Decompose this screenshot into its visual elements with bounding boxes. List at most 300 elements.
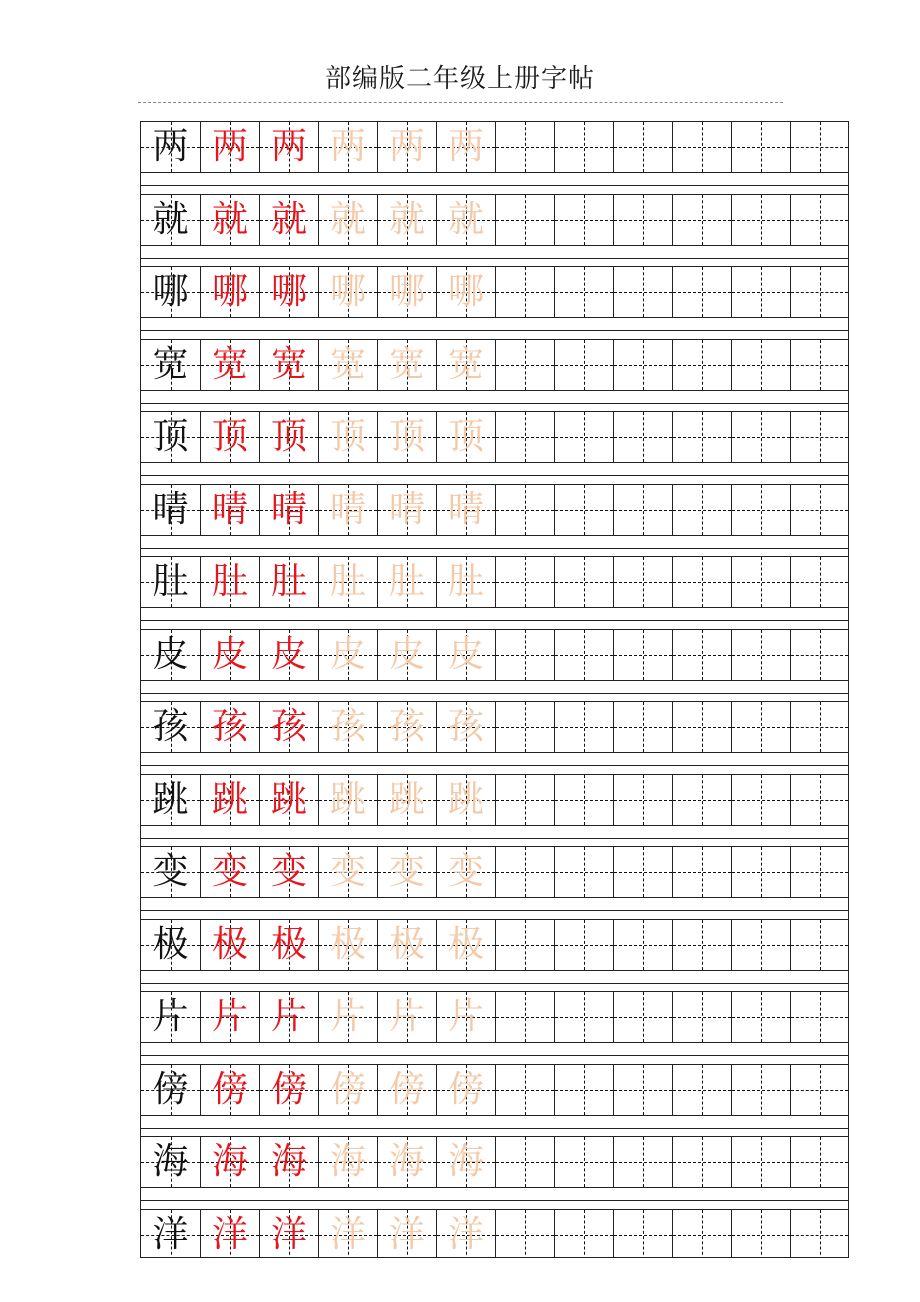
row-spacer — [141, 758, 848, 766]
trace-character: 顶 — [388, 416, 425, 457]
trace-character: 傍 — [388, 1068, 425, 1110]
trace-character: 就 — [211, 198, 248, 240]
grid-cell — [377, 266, 436, 318]
grid-cell[interactable] — [495, 846, 554, 898]
trace-character: 宽 — [329, 343, 366, 385]
trace-character: 跳 — [270, 778, 307, 820]
row-spacer — [141, 541, 848, 549]
trace-character: 海 — [329, 1141, 366, 1182]
trace-character: 孩 — [388, 706, 425, 747]
grid-cell[interactable] — [790, 701, 848, 753]
grid-cell[interactable] — [731, 339, 790, 391]
model-character: 就 — [152, 198, 189, 240]
grid-cell[interactable] — [495, 339, 554, 391]
grid-cell[interactable] — [790, 484, 848, 536]
trace-character: 皮 — [329, 633, 366, 675]
trace-character: 片 — [447, 996, 484, 1037]
trace-character: 变 — [270, 851, 307, 892]
trace-character: 海 — [270, 1141, 307, 1182]
trace-character: 就 — [447, 198, 484, 240]
grid-cell[interactable] — [790, 411, 848, 463]
trace-character: 顶 — [270, 416, 307, 457]
grid-cell — [377, 1064, 436, 1116]
trace-character: 顶 — [329, 416, 366, 457]
grid-cell[interactable] — [554, 629, 613, 681]
practice-row — [141, 484, 848, 536]
grid-cell — [259, 919, 318, 971]
grid-cell[interactable] — [731, 121, 790, 173]
grid-cell[interactable] — [613, 121, 672, 173]
grid-cell[interactable] — [790, 846, 848, 898]
grid-cell[interactable] — [672, 556, 731, 608]
trace-character: 宽 — [270, 343, 307, 385]
grid-cell — [259, 484, 318, 536]
grid-cell — [259, 701, 318, 753]
grid-cell — [200, 1136, 259, 1188]
grid-cell[interactable] — [554, 556, 613, 608]
grid-cell[interactable] — [495, 1064, 554, 1116]
grid-cell[interactable] — [495, 991, 554, 1043]
grid-cell[interactable] — [790, 991, 848, 1043]
trace-character: 极 — [270, 923, 307, 965]
grid-cell — [141, 266, 200, 318]
grid-cell — [377, 194, 436, 246]
trace-character: 晴 — [211, 488, 248, 530]
grid-cell — [141, 701, 200, 753]
trace-character: 皮 — [447, 633, 484, 675]
grid-cell[interactable] — [731, 266, 790, 318]
row-spacer — [141, 1048, 848, 1056]
grid-cell — [259, 774, 318, 826]
trace-character: 洋 — [388, 1213, 425, 1255]
grid-cell — [200, 121, 259, 173]
grid-cell — [377, 339, 436, 391]
grid-cell[interactable] — [731, 774, 790, 826]
trace-character: 变 — [211, 851, 248, 892]
grid-cell — [259, 411, 318, 463]
grid-cell — [259, 629, 318, 681]
trace-character: 海 — [447, 1141, 484, 1182]
grid-cell — [318, 194, 377, 246]
grid-cell — [436, 701, 495, 753]
trace-character: 宽 — [388, 343, 425, 385]
practice-row — [141, 121, 848, 173]
trace-character: 海 — [388, 1141, 425, 1182]
grid-cell[interactable] — [790, 121, 848, 173]
trace-character: 哪 — [388, 271, 425, 312]
trace-character: 傍 — [329, 1068, 366, 1110]
model-character: 洋 — [152, 1213, 189, 1255]
grid-cell — [377, 991, 436, 1043]
grid-cell[interactable] — [672, 1136, 731, 1188]
grid-cell[interactable] — [790, 266, 848, 318]
grid-cell — [377, 484, 436, 536]
grid-cell — [318, 411, 377, 463]
grid-cell[interactable] — [672, 1064, 731, 1116]
grid-cell[interactable] — [790, 194, 848, 246]
practice-row — [141, 1136, 848, 1188]
model-character: 哪 — [152, 271, 189, 312]
grid-cell[interactable] — [731, 484, 790, 536]
grid-cell[interactable] — [613, 484, 672, 536]
grid-cell[interactable] — [495, 266, 554, 318]
grid-cell — [318, 629, 377, 681]
trace-character: 变 — [388, 851, 425, 892]
grid-cell — [200, 411, 259, 463]
trace-character: 变 — [447, 851, 484, 892]
grid-cell — [141, 556, 200, 608]
trace-character: 皮 — [388, 633, 425, 675]
grid-cell[interactable] — [672, 629, 731, 681]
grid-cell — [200, 484, 259, 536]
trace-character: 片 — [211, 996, 248, 1037]
grid-cell — [259, 1064, 318, 1116]
row-spacer — [141, 396, 848, 404]
grid-cell[interactable] — [672, 411, 731, 463]
trace-character: 肚 — [329, 561, 366, 602]
trace-character: 跳 — [447, 778, 484, 820]
grid-cell[interactable] — [613, 194, 672, 246]
practice-row — [141, 629, 848, 681]
grid-cell — [377, 1209, 436, 1259]
trace-character: 宽 — [447, 343, 484, 385]
row-spacer — [141, 831, 848, 839]
grid-cell[interactable] — [731, 846, 790, 898]
trace-character: 片 — [270, 996, 307, 1037]
trace-character: 两 — [388, 126, 425, 167]
model-character: 极 — [152, 923, 189, 965]
grid-cell — [200, 1209, 259, 1259]
trace-character: 洋 — [447, 1213, 484, 1255]
grid-cell[interactable] — [790, 629, 848, 681]
grid-cell[interactable] — [731, 701, 790, 753]
trace-character: 片 — [388, 996, 425, 1037]
row-spacer — [141, 1121, 848, 1129]
practice-row — [141, 919, 848, 971]
grid-cell — [436, 484, 495, 536]
grid-cell — [141, 629, 200, 681]
grid-cell[interactable] — [495, 774, 554, 826]
row-spacer — [141, 1193, 848, 1201]
grid-cell[interactable] — [672, 846, 731, 898]
model-character: 孩 — [152, 706, 189, 747]
grid-cell[interactable] — [613, 919, 672, 971]
grid-cell[interactable] — [672, 484, 731, 536]
grid-cell[interactable] — [495, 194, 554, 246]
grid-cell — [259, 194, 318, 246]
practice-row — [141, 701, 848, 753]
trace-character: 跳 — [388, 778, 425, 820]
model-character: 海 — [152, 1141, 189, 1182]
grid-cell — [436, 846, 495, 898]
trace-character: 晴 — [329, 488, 366, 530]
grid-cell[interactable] — [613, 774, 672, 826]
grid-cell[interactable] — [731, 919, 790, 971]
grid-cell[interactable] — [731, 411, 790, 463]
trace-character: 肚 — [270, 561, 307, 602]
grid-cell — [377, 629, 436, 681]
grid-cell — [377, 774, 436, 826]
grid-cell — [141, 919, 200, 971]
grid-cell[interactable] — [554, 121, 613, 173]
trace-character: 晴 — [270, 488, 307, 530]
grid-cell — [200, 701, 259, 753]
grid-cell[interactable] — [554, 266, 613, 318]
grid-cell — [200, 266, 259, 318]
grid-cell[interactable] — [495, 701, 554, 753]
trace-character: 两 — [211, 126, 248, 167]
grid-cell — [436, 919, 495, 971]
grid-cell[interactable] — [731, 556, 790, 608]
grid-cell — [318, 484, 377, 536]
grid-cell[interactable] — [672, 339, 731, 391]
trace-character: 孩 — [211, 706, 248, 747]
grid-cell[interactable] — [554, 484, 613, 536]
trace-character: 孩 — [329, 706, 366, 747]
grid-cell — [141, 846, 200, 898]
grid-cell — [436, 266, 495, 318]
grid-cell[interactable] — [495, 121, 554, 173]
grid-cell[interactable] — [613, 629, 672, 681]
grid-cell[interactable] — [731, 194, 790, 246]
grid-cell — [141, 339, 200, 391]
grid-cell[interactable] — [731, 1064, 790, 1116]
grid-cell[interactable] — [554, 991, 613, 1043]
grid-cell — [318, 556, 377, 608]
model-character: 跳 — [152, 778, 189, 820]
trace-character: 肚 — [211, 561, 248, 602]
trace-character: 跳 — [211, 778, 248, 820]
grid-cell — [318, 991, 377, 1043]
grid-cell[interactable] — [613, 411, 672, 463]
grid-cell — [377, 846, 436, 898]
trace-character: 就 — [270, 198, 307, 240]
trace-character: 极 — [447, 923, 484, 965]
grid-cell — [200, 339, 259, 391]
grid-cell — [259, 1209, 318, 1259]
grid-cell — [318, 1209, 377, 1259]
model-character: 皮 — [152, 633, 189, 675]
grid-cell[interactable] — [672, 774, 731, 826]
grid-cell — [141, 1136, 200, 1188]
trace-character: 极 — [329, 923, 366, 965]
grid-cell[interactable] — [672, 1209, 731, 1259]
grid-cell[interactable] — [613, 846, 672, 898]
grid-cell[interactable] — [672, 121, 731, 173]
grid-cell — [259, 1136, 318, 1188]
trace-character: 晴 — [447, 488, 484, 530]
practice-row — [141, 1064, 848, 1116]
grid-cell — [436, 556, 495, 608]
grid-cell — [141, 774, 200, 826]
grid-cell[interactable] — [672, 991, 731, 1043]
grid-cell — [200, 919, 259, 971]
model-character: 肚 — [152, 561, 189, 602]
grid-cell — [141, 121, 200, 173]
grid-cell[interactable] — [613, 701, 672, 753]
grid-cell[interactable] — [495, 629, 554, 681]
practice-row — [141, 556, 848, 608]
grid-cell[interactable] — [790, 1064, 848, 1116]
model-character: 宽 — [152, 343, 189, 385]
grid-cell[interactable] — [613, 339, 672, 391]
grid-cell[interactable] — [731, 1209, 790, 1259]
grid-cell[interactable] — [554, 774, 613, 826]
grid-cell — [318, 266, 377, 318]
grid-cell — [259, 846, 318, 898]
grid-cell — [436, 121, 495, 173]
grid-cell[interactable] — [554, 701, 613, 753]
trace-character: 就 — [329, 198, 366, 240]
trace-character: 哪 — [329, 271, 366, 312]
grid-cell — [200, 846, 259, 898]
trace-character: 傍 — [447, 1068, 484, 1110]
trace-character: 两 — [329, 126, 366, 167]
grid-cell[interactable] — [613, 1209, 672, 1259]
grid-cell — [259, 991, 318, 1043]
row-spacer — [141, 323, 848, 331]
practice-row — [141, 846, 848, 898]
row-spacer — [141, 613, 848, 621]
grid-cell[interactable] — [495, 1209, 554, 1259]
trace-character: 洋 — [270, 1213, 307, 1255]
practice-row — [141, 774, 848, 826]
trace-character: 洋 — [329, 1213, 366, 1255]
practice-row — [141, 194, 848, 246]
trace-character: 顶 — [211, 416, 248, 457]
trace-character: 两 — [270, 126, 307, 167]
trace-character: 肚 — [388, 561, 425, 602]
model-character: 晴 — [152, 488, 189, 530]
grid-cell[interactable] — [790, 1136, 848, 1188]
grid-cell — [436, 629, 495, 681]
trace-character: 变 — [329, 851, 366, 892]
grid-cell — [259, 266, 318, 318]
grid-cell — [436, 1209, 495, 1259]
practice-sheet — [140, 121, 849, 1258]
trace-character: 极 — [388, 923, 425, 965]
model-character: 两 — [152, 126, 189, 167]
model-character: 顶 — [152, 416, 189, 457]
trace-character: 极 — [211, 923, 248, 965]
grid-cell — [200, 629, 259, 681]
grid-cell[interactable] — [613, 266, 672, 318]
trace-character: 晴 — [388, 488, 425, 530]
row-spacer — [141, 468, 848, 476]
grid-cell — [141, 1209, 200, 1259]
grid-cell[interactable] — [495, 484, 554, 536]
trace-character: 傍 — [270, 1068, 307, 1110]
grid-cell[interactable] — [554, 339, 613, 391]
grid-cell — [141, 194, 200, 246]
trace-character: 片 — [329, 996, 366, 1037]
grid-cell[interactable] — [672, 919, 731, 971]
grid-cell[interactable] — [731, 629, 790, 681]
grid-cell — [436, 339, 495, 391]
grid-cell — [436, 1064, 495, 1116]
grid-cell — [318, 846, 377, 898]
grid-cell — [377, 411, 436, 463]
row-spacer — [141, 178, 848, 186]
grid-cell — [200, 556, 259, 608]
grid-cell[interactable] — [554, 1209, 613, 1259]
grid-cell[interactable] — [495, 556, 554, 608]
grid-cell[interactable] — [790, 339, 848, 391]
practice-row — [141, 991, 848, 1043]
grid-cell[interactable] — [790, 919, 848, 971]
row-spacer — [141, 903, 848, 911]
grid-cell[interactable] — [613, 1136, 672, 1188]
trace-character: 皮 — [270, 633, 307, 675]
grid-cell[interactable] — [554, 1136, 613, 1188]
grid-cell[interactable] — [731, 991, 790, 1043]
grid-cell[interactable] — [554, 194, 613, 246]
trace-character: 就 — [388, 198, 425, 240]
grid-cell[interactable] — [790, 1209, 848, 1259]
grid-cell — [200, 1064, 259, 1116]
grid-cell[interactable] — [495, 411, 554, 463]
grid-cell[interactable] — [613, 991, 672, 1043]
trace-character: 哪 — [211, 271, 248, 312]
grid-cell[interactable] — [672, 701, 731, 753]
grid-cell[interactable] — [495, 919, 554, 971]
grid-cell — [259, 339, 318, 391]
practice-row — [141, 1209, 848, 1259]
grid-cell — [318, 1136, 377, 1188]
trace-character: 孩 — [447, 706, 484, 747]
grid-cell[interactable] — [554, 1064, 613, 1116]
grid-cell — [318, 1064, 377, 1116]
trace-character: 哪 — [447, 271, 484, 312]
title-divider — [138, 102, 783, 103]
grid-cell — [141, 484, 200, 536]
grid-cell — [318, 774, 377, 826]
grid-cell[interactable] — [495, 1136, 554, 1188]
grid-cell[interactable] — [790, 774, 848, 826]
grid-cell[interactable] — [790, 556, 848, 608]
grid-cell — [436, 1136, 495, 1188]
grid-cell — [318, 339, 377, 391]
row-spacer — [141, 976, 848, 984]
grid-cell — [377, 919, 436, 971]
grid-cell — [259, 556, 318, 608]
model-character: 傍 — [152, 1068, 189, 1110]
grid-cell — [377, 1136, 436, 1188]
row-spacer — [141, 686, 848, 694]
grid-cell — [436, 991, 495, 1043]
grid-cell — [200, 194, 259, 246]
grid-cell[interactable] — [613, 556, 672, 608]
grid-cell[interactable] — [731, 1136, 790, 1188]
practice-row — [141, 339, 848, 391]
trace-character: 哪 — [270, 271, 307, 312]
grid-cell — [377, 556, 436, 608]
model-character: 变 — [152, 851, 189, 892]
grid-cell[interactable] — [554, 411, 613, 463]
grid-cell — [318, 121, 377, 173]
trace-character: 傍 — [211, 1068, 248, 1110]
grid-cell — [318, 919, 377, 971]
grid-cell[interactable] — [554, 846, 613, 898]
trace-character: 海 — [211, 1141, 248, 1182]
practice-row — [141, 266, 848, 318]
grid-cell[interactable] — [613, 1064, 672, 1116]
grid-cell — [200, 991, 259, 1043]
grid-cell — [200, 774, 259, 826]
grid-cell[interactable] — [672, 266, 731, 318]
grid-cell[interactable] — [554, 919, 613, 971]
grid-cell[interactable] — [672, 194, 731, 246]
